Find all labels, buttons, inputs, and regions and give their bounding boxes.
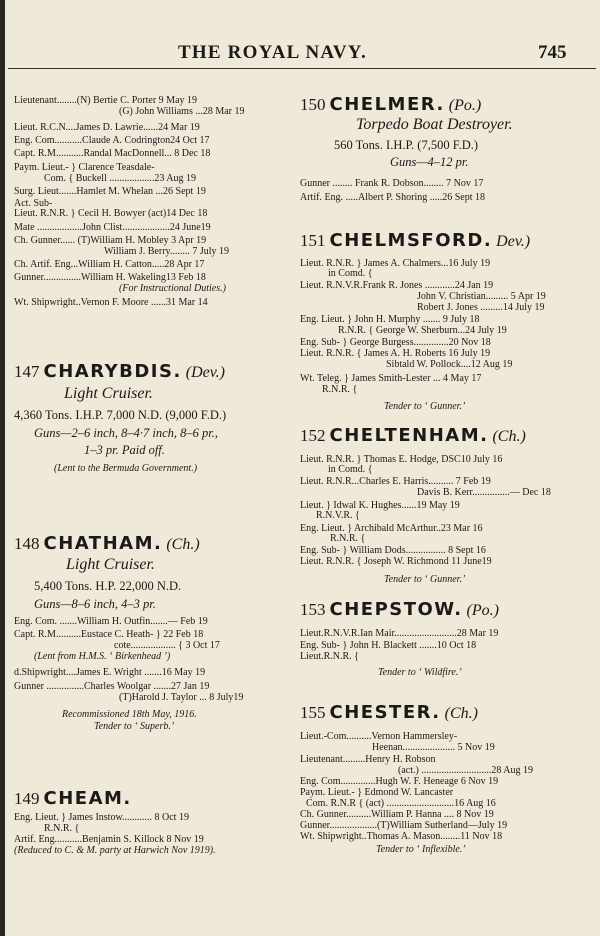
officer-line: Robert J. Jones .........14 July 19: [417, 302, 545, 313]
ship-heading-cheltenham: [300, 425, 526, 446]
officer-line: (T)Harold J. Taylor ... 8 July19: [119, 692, 244, 703]
officer-line: R.N.R. {: [330, 533, 366, 544]
officer-line: Gunner...............William H. Wakeling13 Feb 18: [14, 272, 206, 283]
officer-line: Capt. R.M...........Randal MacDonnell... 8 Dec 18: [14, 148, 211, 159]
ship-heading-charybdis: [14, 361, 225, 382]
officer-line: Lieut. R.N.R...Charles E. Harris.......... 7 Feb 19: [300, 476, 491, 487]
ship-note: Recommissioned 18th May, 1916.: [62, 709, 197, 720]
ship-stats: 5,400 Tons. H.P. 22,000 N.D.: [34, 579, 182, 593]
officer-line: Eng. Com..............Hugh W. F. Heneage 6 Nov 19: [300, 776, 499, 787]
officer-line: Eng. Com...........Claude A. Codrington24 Oct 17: [14, 135, 210, 146]
page-number: 745: [538, 42, 567, 63]
ship-name: CHELMSFORD.: [329, 230, 493, 251]
ship-type: Light Cruiser.: [64, 385, 153, 402]
officer-line: Eng. Com. .......William H. Outfin.......— Feb 19: [14, 616, 208, 627]
officer-line: Lieut. R.N.R. } Cecil H. Bowyer (act)14 Dec 18: [14, 208, 208, 219]
officer-note: (Lent from H.M.S. ‘ Birkenhead ’): [34, 651, 171, 662]
officer-line: Eng. Lieut. } James Instow............ 8 Oct 19: [14, 812, 189, 823]
ship-heading-chelmer: [300, 94, 481, 115]
officer-line: Lieut. R.N.R. } Thomas E. Hodge, DSC10 July 16: [300, 454, 503, 465]
ship-heading-chepstow: [300, 599, 499, 620]
officer-line: Lieut. R.C.N....James D. Lawrie......24 Mar 19: [14, 122, 200, 133]
officer-line: Wt. Shipwright..Thomas A. Mason........11 Nov 18: [300, 831, 503, 842]
ship-heading-chatham: [14, 533, 200, 554]
officer-line: John V. Christian......... 5 Apr 19: [417, 291, 546, 302]
officer-line: Lieut.R.N.V.R.Ian Mair.........................28 Mar 19: [300, 628, 499, 639]
officer-line: Sibtald W. Pollock....12 Aug 19: [386, 359, 513, 370]
ship-stats: Guns—2–6 inch, 8–4·7 inch, 8–6 pr.,: [34, 426, 219, 440]
officer-line: Eng. Lieut. } John H. Murphy ....... 9 July 18: [300, 314, 480, 325]
ship-number: 152: [300, 426, 326, 445]
officer-line: in Comd. {: [328, 268, 373, 279]
ship-port: Dev.): [496, 233, 531, 250]
ship-port: (Ch.): [444, 705, 478, 722]
ship-number: 148: [14, 534, 40, 553]
officer-line: R.N.R. {: [44, 823, 80, 834]
ship-note: (Lent to the Bermuda Government.): [54, 463, 198, 474]
ship-heading-chelmsford: [300, 230, 530, 251]
officer-line: Lieut. R.N.R. { Joseph W. Richmond 11 June19: [300, 556, 492, 567]
ship-number: 149: [14, 789, 40, 808]
officer-line: Eng. Sub- } John H. Blackett .......10 Oct 18: [300, 640, 477, 651]
officer-line: Capt. R.M..........Eustace C. Heath- } 22 Feb 18: [14, 629, 204, 640]
officer-line: cote.................. { 3 Oct 17: [114, 640, 220, 651]
ship-number: 150: [300, 95, 326, 114]
officer-line: Lieut.R.N.R. {: [300, 651, 359, 662]
officer-line: Surg. Lieut.......Hamlet M. Whelan ...26 Sept 19: [14, 186, 206, 197]
ship-stats: 560 Tons. I.H.P. (7,500 F.D.): [334, 138, 479, 152]
officer-line: Artif. Eng...........Benjamin S. Killock 8 Nov 19: [14, 834, 204, 845]
tender-note: Tender to ‘ Gunner.’: [384, 401, 466, 412]
officer-line: Ch. Gunner...... (T)William H. Mobley 3 Apr 19: [14, 235, 207, 246]
officer-line: d.Shipwright....James E. Wright .......16 May 19: [14, 667, 206, 678]
tender-note: Tender to ‘ Superb.’: [94, 721, 175, 732]
officer-line: R.N.R. { George W. Sherburn...24 July 19: [338, 325, 507, 336]
ship-name: CHARYBDIS.: [43, 361, 182, 382]
ship-name: CHATHAM.: [43, 533, 163, 554]
officer-line: Act. Sub-: [14, 198, 53, 209]
officer-line: Paym. Lieut.- } Edmond W. Lancaster: [300, 787, 454, 798]
ship-port: (Dev.): [185, 364, 226, 381]
header-rule: [8, 68, 596, 69]
officer-line: Lieut. R.N.V.R.Frank R. Jones ............24 Jan 19: [300, 280, 494, 291]
ship-number: 153: [300, 600, 326, 619]
officer-line: Lieut. } Idwal K. Hughes......19 May 19: [300, 500, 460, 511]
officer-line: (act.) ............................28 Aug 19: [398, 765, 533, 776]
officer-line: Lieut. R.N.R. } James A. Chalmers...16 July 19: [300, 258, 491, 269]
ship-type: Light Cruiser.: [66, 556, 155, 573]
officer-line: Gunner...................(T)William Sutherland—July 19: [300, 820, 508, 831]
officer-line: (G) John Williams ...28 Mar 19: [119, 106, 245, 117]
ship-heading-cheam: [14, 788, 132, 809]
officer-line: Lieut. R.N.R. { James A. H. Roberts 16 July 19: [300, 348, 491, 359]
ship-heading-chester: [300, 702, 478, 723]
officer-line: R.N.R. {: [322, 384, 358, 395]
ship-port: (Po.): [448, 97, 482, 114]
ship-number: 155: [300, 703, 326, 722]
ship-stats: 1–3 pr. Paid off.: [84, 443, 165, 457]
officer-note: (Reduced to C. & M. party at Harwich Nov 1919).: [14, 845, 216, 856]
officer-line: Paym. Lieut.- } Clarence Teasdale-: [14, 162, 155, 173]
officer-line: Wt. Teleg. } James Smith-Lester ... 4 May 17: [300, 373, 482, 384]
running-title: THE ROYAL NAVY.: [178, 42, 367, 63]
ship-port: (Po.): [466, 602, 499, 619]
ship-stats: Guns—4–12 pr.: [390, 155, 469, 169]
ship-name: CHELMER.: [329, 94, 445, 115]
page-binding-edge: [0, 0, 5, 936]
ship-type: Torpedo Boat Destroyer.: [356, 116, 513, 133]
officer-line: R.N.V.R. {: [316, 510, 360, 521]
officer-line: Gunner ...............Charles Woolgar .......27 Jan 19: [14, 681, 210, 692]
page-header: [0, 42, 600, 66]
officer-line: Eng. Sub- } George Burgess..............20 Nov 18: [300, 337, 491, 348]
officer-note: (For Instructional Duties.): [119, 283, 226, 294]
officer-line: William J. Berry........ 7 July 19: [104, 246, 230, 257]
officer-line: Artif. Eng. .....Albert P. Shoring .....26 Sept 18: [300, 192, 485, 203]
officer-line: Heenan..................... 5 Nov 19: [372, 742, 495, 753]
ship-number: 147: [14, 362, 40, 381]
ship-name: CHEAM.: [43, 788, 132, 809]
officer-line: Com. R.N.R { (act) ...........................16 Aug 16: [306, 798, 496, 809]
officer-line: Davis B. Kerr...............— Dec 18: [417, 487, 551, 498]
ship-name: CHELTENHAM.: [329, 425, 489, 446]
ship-name: CHESTER.: [329, 702, 441, 723]
ship-port: (Ch.): [492, 428, 526, 445]
officer-line: Ch. Gunner..........William P. Hanna .... 8 Nov 19: [300, 809, 494, 820]
officer-line: Wt. Shipwright..Vernon F. Moore ......31 Mar 14: [14, 297, 208, 308]
officer-line: Com. { Buckell ..................23 Aug 19: [44, 173, 197, 184]
officer-line: Eng. Sub- } William Dods................ 8 Sept 16: [300, 545, 486, 556]
ship-stats: Guns—8–6 inch, 4–3 pr.: [34, 597, 156, 611]
officer-line: Lieutenant........(N) Bertie C. Porter 9 May 19: [14, 95, 198, 106]
tender-note: Tender to ‘ Wildfire.’: [378, 667, 462, 678]
ship-stats: 4,360 Tons. I.H.P. 7,000 N.D. (9,000 F.D.): [14, 408, 227, 422]
officer-line: Eng. Lieut. } Archibald McArthur..23 Mar 16: [300, 523, 483, 534]
ship-name: CHEPSTOW.: [329, 599, 463, 620]
tender-note: Tender to ‘ Gunner.’: [384, 574, 466, 585]
officer-line: Ch. Artif. Eng...William H. Catton.....28 Apr 17: [14, 259, 205, 270]
officer-line: in Comd. {: [328, 464, 373, 475]
officer-line: Lieut.-Com..........Vernon Hammersley-: [300, 731, 458, 742]
ship-number: 151: [300, 231, 326, 250]
officer-line: Mate ..................John Clist...................24 June19: [14, 222, 211, 233]
officer-line: Lieutenant.........Henry H. Robson: [300, 754, 436, 765]
tender-note: Tender to ‘ Inflexible.’: [376, 844, 466, 855]
ship-port: (Ch.): [166, 536, 200, 553]
officer-line: Gunner ........ Frank R. Dobson........ 7 Nov 17: [300, 178, 484, 189]
